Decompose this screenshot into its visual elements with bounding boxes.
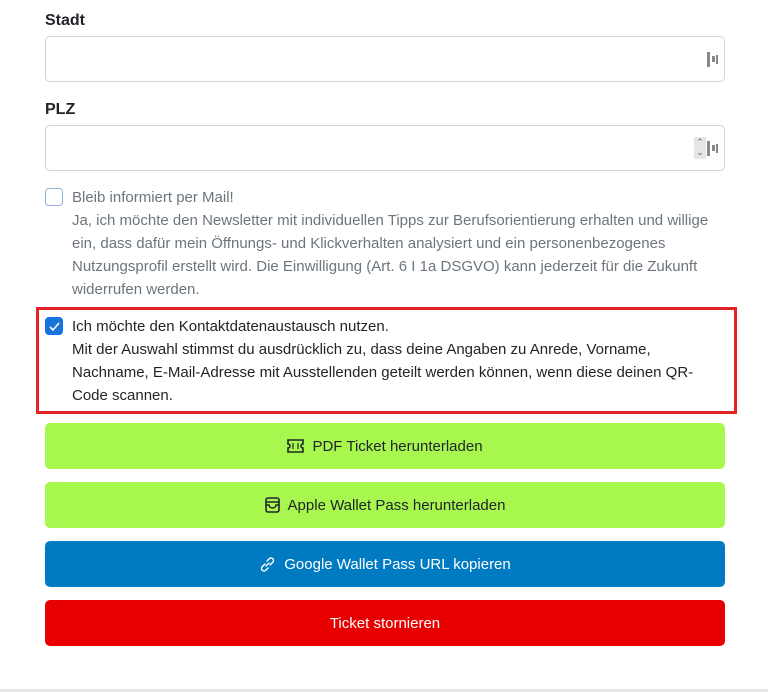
google-wallet-button[interactable] (45, 541, 725, 587)
contact-exchange-checkbox[interactable] (45, 317, 63, 335)
contact-exchange-title: Ich möchte den Kontaktdatenaustausch nutzen. (72, 318, 389, 335)
newsletter-checkbox[interactable] (45, 188, 63, 206)
checkmark-icon (48, 320, 61, 333)
pdf-ticket-button[interactable] (45, 423, 725, 469)
wallet-icon (265, 497, 280, 513)
google-wallet-label: Google Wallet Pass URL kopieren (284, 555, 511, 573)
cancel-ticket-button[interactable] (45, 600, 725, 646)
zip-label: PLZ (45, 101, 76, 118)
password-manager-icon[interactable] (707, 141, 719, 156)
apple-wallet-button[interactable] (45, 482, 725, 528)
password-manager-icon[interactable] (707, 52, 719, 67)
cancel-ticket-label: Ticket stornieren (329, 614, 441, 632)
zip-input[interactable] (45, 125, 725, 171)
city-label: Stadt (45, 12, 85, 29)
contact-exchange-text (72, 315, 727, 407)
pdf-ticket-label: PDF Ticket herunterladen (312, 437, 483, 455)
ticket-icon (287, 439, 304, 453)
newsletter-title: Bleib informiert per Mail! (72, 189, 234, 206)
link-icon (259, 556, 276, 573)
city-input[interactable] (45, 36, 725, 82)
newsletter-description: Ja, ich möchte den Newsletter mit individuellen Tipps zur Berufsorientierung erhalten und willige ein, dass dafür mein Öffnungs- und Klickverhalten analysiert und ein personenbezogenes Nutzungsprofil erstellt wird. Die Einwilligung (Art. 6 I 1a DSGVO) kann jederzeit für die Zukunft widerrufen werden. (72, 212, 709, 298)
newsletter-text (72, 186, 727, 301)
apple-wallet-label: Apple Wallet Pass herunterladen (287, 496, 506, 514)
contact-exchange-description: Mit der Auswahl stimmst du ausdrücklich zu, dass deine Angaben zu Anrede, Vorname, Nachname, E-Mail-Adresse mit Ausstellenden geteilt werden können, wenn diese deinen QR-Code scannen. (72, 341, 694, 404)
number-spinner[interactable]: ⌃ ⌄ (694, 137, 706, 159)
